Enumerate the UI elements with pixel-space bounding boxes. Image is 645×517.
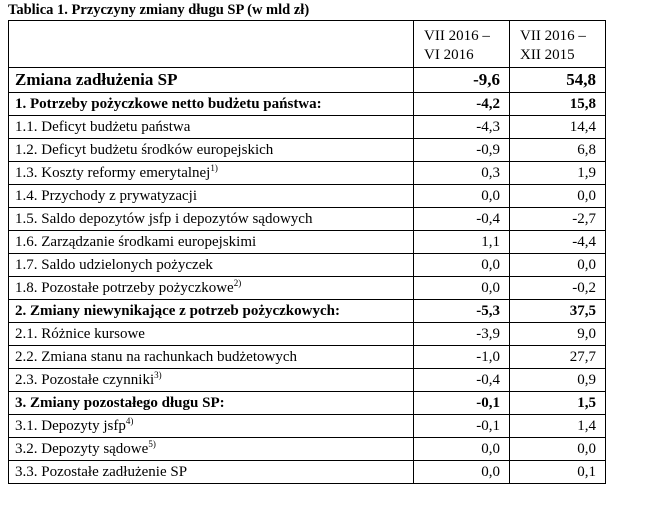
row-label: 1. Potrzeby pożyczkowe netto budżetu państwa: [9,93,414,116]
value-cell-col1: -5,3 [414,300,510,323]
row-label: 1.7. Saldo udzielonych pożyczek [9,254,414,277]
footnote-marker: 2) [233,278,242,288]
value-cell-col1: -9,6 [414,68,510,93]
value-cell-col2: -4,4 [510,231,606,254]
row-label: 2.1. Różnice kursowe [9,323,414,346]
table-row [9,300,606,323]
value-cell-col1: -0,1 [414,392,510,415]
table-header-row [9,21,606,68]
header-empty-cell [9,21,414,68]
table-row [9,93,606,116]
value-cell-col1: 1,1 [414,231,510,254]
value-cell-col2: 15,8 [510,93,606,116]
value-cell-col2: 0,0 [510,185,606,208]
value-cell-col2: 1,9 [510,162,606,185]
value-cell-col2: 27,7 [510,346,606,369]
value-cell-col2: 54,8 [510,68,606,93]
value-cell-col2: 37,5 [510,300,606,323]
debt-change-table [8,20,606,484]
row-label: 2.3. Pozostałe czynniki$^{3)}$ [9,369,414,392]
value-cell-col1: 0,0 [414,277,510,300]
table-row [9,346,606,369]
row-label: Zmiana zadłużenia SP [9,68,414,93]
row-label: 2. Zmiany niewynikające z potrzeb pożyczkowych: [9,300,414,323]
table-row [9,323,606,346]
column-header-1: VII 2016 – VI 2016 [414,21,510,68]
value-cell-col2: 0,0 [510,254,606,277]
value-cell-col1: -0,4 [414,208,510,231]
value-cell-col1: -0,4 [414,369,510,392]
row-label: 1.4. Przychody z prywatyzacji [9,185,414,208]
table-caption: Tablica 1. Przyczyny zmiany długu SP (w mld zł) [8,2,310,18]
table-row [9,116,606,139]
table-row [9,461,606,484]
value-cell-col1: -1,0 [414,346,510,369]
table-row [9,415,606,438]
table-row [9,231,606,254]
value-cell-col2: 0,9 [510,369,606,392]
table-row [9,438,606,461]
value-cell-col2: 6,8 [510,139,606,162]
footnote-marker: 3) [154,370,162,380]
value-cell-col2: 9,0 [510,323,606,346]
column-header-2: VII 2016 – XII 2015 [510,21,606,68]
table-row [9,68,606,93]
table-row [9,208,606,231]
row-label: 3.2. Depozyty sądowe$^{5)}$ [9,438,414,461]
row-label: 1.3. Koszty reformy emerytalnej$^{1)}$ [9,162,414,185]
table-row [9,369,606,392]
value-cell-col1: -0,9 [414,139,510,162]
value-cell-col1: 0,0 [414,254,510,277]
row-label: 1.5. Saldo depozytów jsfp i depozytów sądowych [9,208,414,231]
value-cell-col1: 0,3 [414,162,510,185]
value-cell-col2: 14,4 [510,116,606,139]
value-cell-col2: 0,1 [510,461,606,484]
footnote-marker: 5) [148,439,156,449]
value-cell-col1: 0,0 [414,461,510,484]
row-label: 1.1. Deficyt budżetu państwa [9,116,414,139]
value-cell-col1: -4,2 [414,93,510,116]
footnote-marker: 4) [125,416,134,426]
value-cell-col2: 0,0 [510,438,606,461]
value-cell-col1: -0,1 [414,415,510,438]
table-row [9,139,606,162]
table-row [9,254,606,277]
footnote-marker: 1) [210,163,218,173]
value-cell-col1: -3,9 [414,323,510,346]
row-label: 1.6. Zarządzanie środkami europejskimi [9,231,414,254]
value-cell-col2: -0,2 [510,277,606,300]
row-label: 1.2. Deficyt budżetu środków europejskich [9,139,414,162]
table-row [9,277,606,300]
value-cell-col2: 1,5 [510,392,606,415]
value-cell-col2: 1,4 [510,415,606,438]
value-cell-col1: -4,3 [414,116,510,139]
table-row [9,162,606,185]
value-cell-col1: 0,0 [414,185,510,208]
value-cell-col1: 0,0 [414,438,510,461]
row-label: 3.3. Pozostałe zadłużenie SP [9,461,414,484]
row-label: 1.8. Pozostałe potrzeby pożyczkowe$^{2)}$ [9,277,414,300]
row-label: 3.1. Depozyty jsfp$^{4)}$ [9,415,414,438]
value-cell-col2: -2,7 [510,208,606,231]
row-label: 2.2. Zmiana stanu na rachunkach budżetowych [9,346,414,369]
table-row [9,392,606,415]
row-label: 3. Zmiany pozostałego długu SP: [9,392,414,415]
table-row [9,185,606,208]
